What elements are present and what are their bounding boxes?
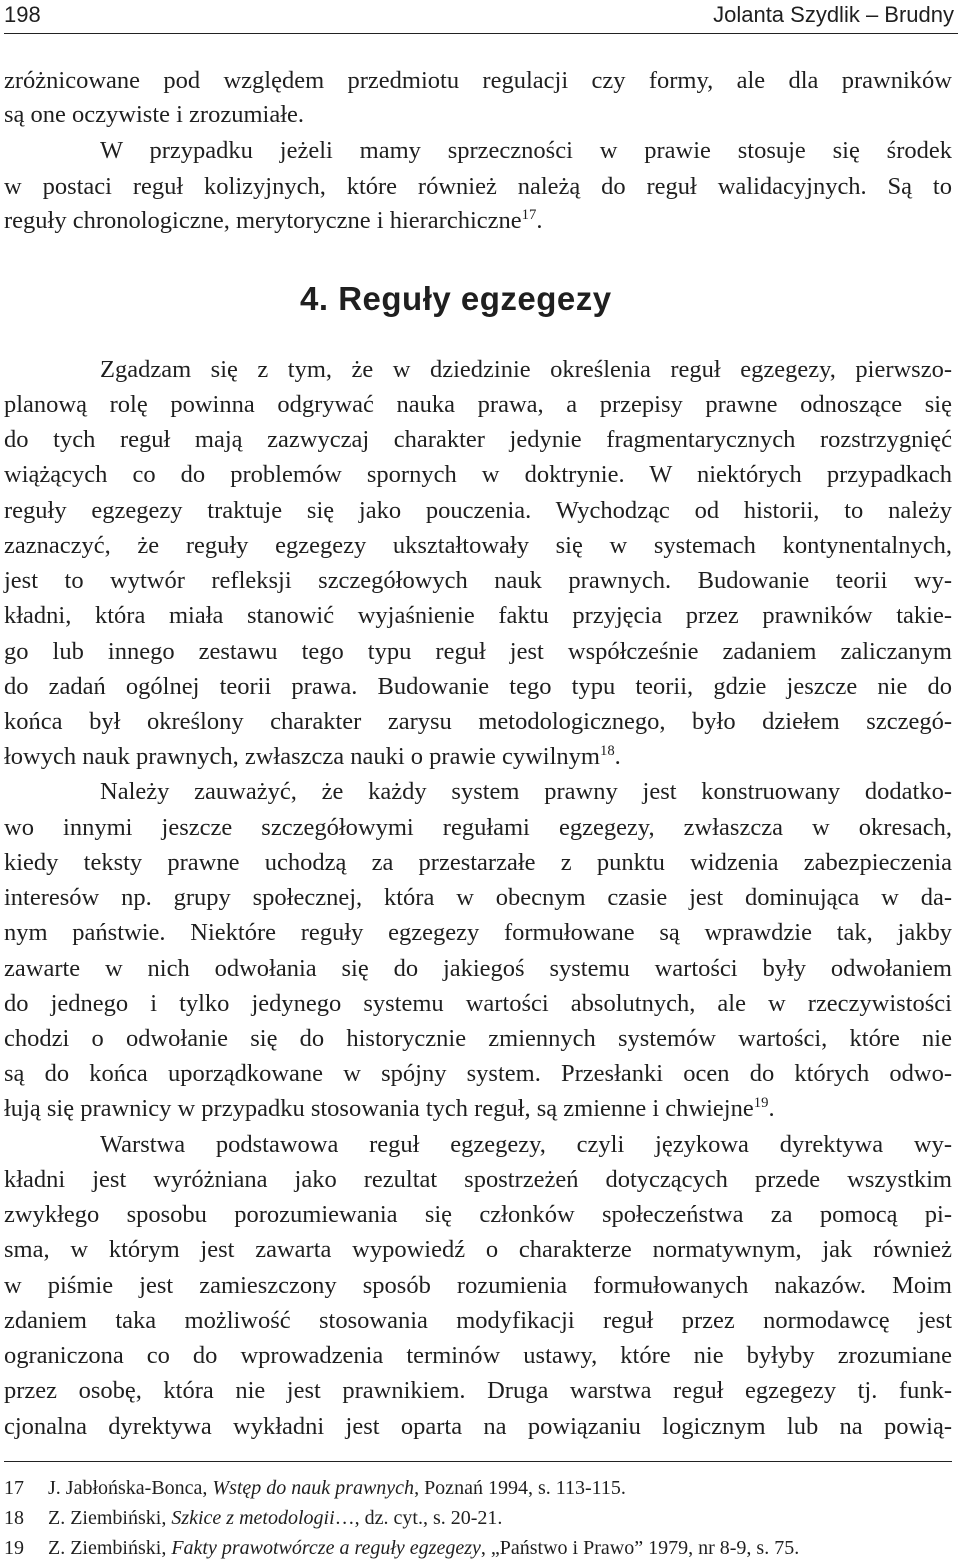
text-line: nym państwie. Niektóre reguły egzegezy formułowane są wprawdzie tak, jakby — [4, 919, 952, 946]
text-line: jest to wytwór refleksji szczegółowych nauk prawnych. Budowanie teorii wy- — [4, 567, 952, 594]
text-line: zaznaczyć, że reguły egzegezy ukształtowały się w systemach kontynentalnych, — [4, 532, 952, 559]
text-line: zawarte w nich odwołania się do jakiegoś systemu wartości były odwołaniem — [4, 955, 952, 982]
footnote-ref-17: 17 — [521, 206, 537, 223]
text-line: Zgadzam się z tym, że w dziedzinie określenia reguł egzegezy, pierwszo- — [100, 356, 952, 383]
text-line: końca był określony charakter zarysu metodologicznego, było dziełem szczegó- — [4, 708, 952, 735]
text-line: chodzi o odwołanie się do historycznie zmiennych systemów wartości, które nie — [4, 1025, 952, 1052]
text-line: do tych reguł mają zazwyczaj charakter jedynie fragmentarycznych rozstrzygnięć — [4, 426, 952, 453]
text-line: są one oczywiste i zrozumiałe. — [4, 101, 305, 128]
text-line: przez osobę, która nie jest prawnikiem. Druga warstwa reguł egzegezy tj. funk- — [4, 1377, 952, 1404]
text-line: do zadań ogólnej teorii prawa. Budowanie tego typu teorii, gdzie jeszcze nie do — [4, 673, 952, 700]
text-line: w postaci reguł kolizyjnych, które również należą do reguł walidacyjnych. Są to — [4, 173, 952, 200]
running-header — [4, 0, 954, 30]
text-line: cjonalna dyrektywa wykładni jest oparta na powiązaniu logicznym lub na powią- — [4, 1413, 952, 1440]
footnote-number: 19 — [4, 1537, 24, 1559]
footnote-17: 17 J. Jabłońska-Bonca, Wstęp do nauk prawnych, Poznań 1994, s. 113-115. — [4, 1477, 626, 1499]
text-line: ograniczona co do wprowadzenia terminów ustawy, które nie byłyby zrozumiane — [4, 1342, 952, 1369]
footnote-18: 18 Z. Ziembiński, Szkice z metodologii…, dz. cyt., s. 20-21. — [4, 1507, 503, 1529]
text-line: go lub innego zestawu tego typu reguł jest współcześnie zadaniem zaliczanym — [4, 638, 952, 665]
text-line: wiążących co do problemów spornych w doktrynie. W niektórych przypadkach — [4, 461, 952, 488]
text-line: planową rolę powinna odgrywać nauka prawa, a przepisy prawne odnoszące się — [4, 391, 952, 418]
footnote-rule — [4, 1461, 952, 1462]
page-number: 198 — [4, 2, 41, 27]
section-heading: 4. Reguły egzegezy — [300, 280, 612, 317]
footnote-ref-19: 19 — [753, 1094, 769, 1111]
text-line: łowych nauk prawnych, zwłaszcza nauki o prawie cywilnym$^{18}$. — [4, 742, 621, 770]
text-line: reguły egzegezy traktuje się jako pouczenia. Wychodząc od historii, to należy — [4, 497, 952, 524]
text-line: W przypadku jeżeli mamy sprzeczności w prawie stosuje się środek — [100, 137, 952, 164]
footnote-number: 17 — [4, 1477, 24, 1499]
header-rule — [4, 33, 958, 34]
text-line: zróżnicowane pod względem przedmiotu regulacji czy formy, ale dla prawników — [4, 67, 952, 94]
text-line: w piśmie jest zamieszczony sposób rozumienia formułowanych nakazów. Moim — [4, 1272, 952, 1299]
text-line: zdaniem taka możliwość stosowania modyfikacji reguł przez normodawcę jest — [4, 1307, 952, 1334]
footnote-19: 19 Z. Ziembiński, Fakty prawotwórcze a reguły egzegezy, „Państwo i Prawo” 1979, nr 8-9, s. 75. — [4, 1537, 800, 1559]
text-line: są do końca uporządkowane w spójny system. Przesłanki ocen do których odwo- — [4, 1060, 952, 1087]
running-title: Jolanta Szydlik – Brudny — [713, 2, 954, 27]
text-line: interesów np. grupy społecznej, która w obecnym czasie jest dominująca w da- — [4, 884, 952, 911]
text-line: kiedy teksty prawne uchodzą za przestarzałe z punktu widzenia zabezpieczenia — [4, 849, 952, 876]
text-line: do jednego i tylko jedynego systemu wartości absolutnych, ale w rzeczywistości — [4, 990, 952, 1017]
footnote-ref-18: 18 — [599, 742, 615, 759]
text-line: zwykłego sposobu porozumiewania się członków społeczeństwa za pomocą pi- — [4, 1201, 952, 1228]
text-line: Warstwa podstawowa reguł egzegezy, czyli językowa dyrektywa wy- — [100, 1131, 952, 1158]
text-line: sma, w którym jest zawarta wypowiedź o charakterze normatywnym, jak również — [4, 1236, 952, 1263]
text-line: wo innymi jeszcze szczegółowymi regułami egzegezy, zwłaszcza w okresach, — [4, 814, 952, 841]
text-line: kładni jest wyróżniana jako rezultat spostrzeżeń dotyczących przede wszystkim — [4, 1166, 952, 1193]
text-line: kładni, która miała stanowić wyjaśnienie faktu przyjęcia przez prawników takie- — [4, 602, 952, 629]
text-line: Należy zauważyć, że każdy system prawny jest konstruowany dodatko- — [100, 778, 952, 805]
footnote-number: 18 — [4, 1507, 24, 1529]
text-line: reguły chronologiczne, merytoryczne i hierarchiczne$^{17}$. — [4, 206, 543, 234]
text-line: łują się prawnicy w przypadku stosowania tych reguł, są zmienne i chwiejne$^{19}$. — [4, 1094, 775, 1122]
